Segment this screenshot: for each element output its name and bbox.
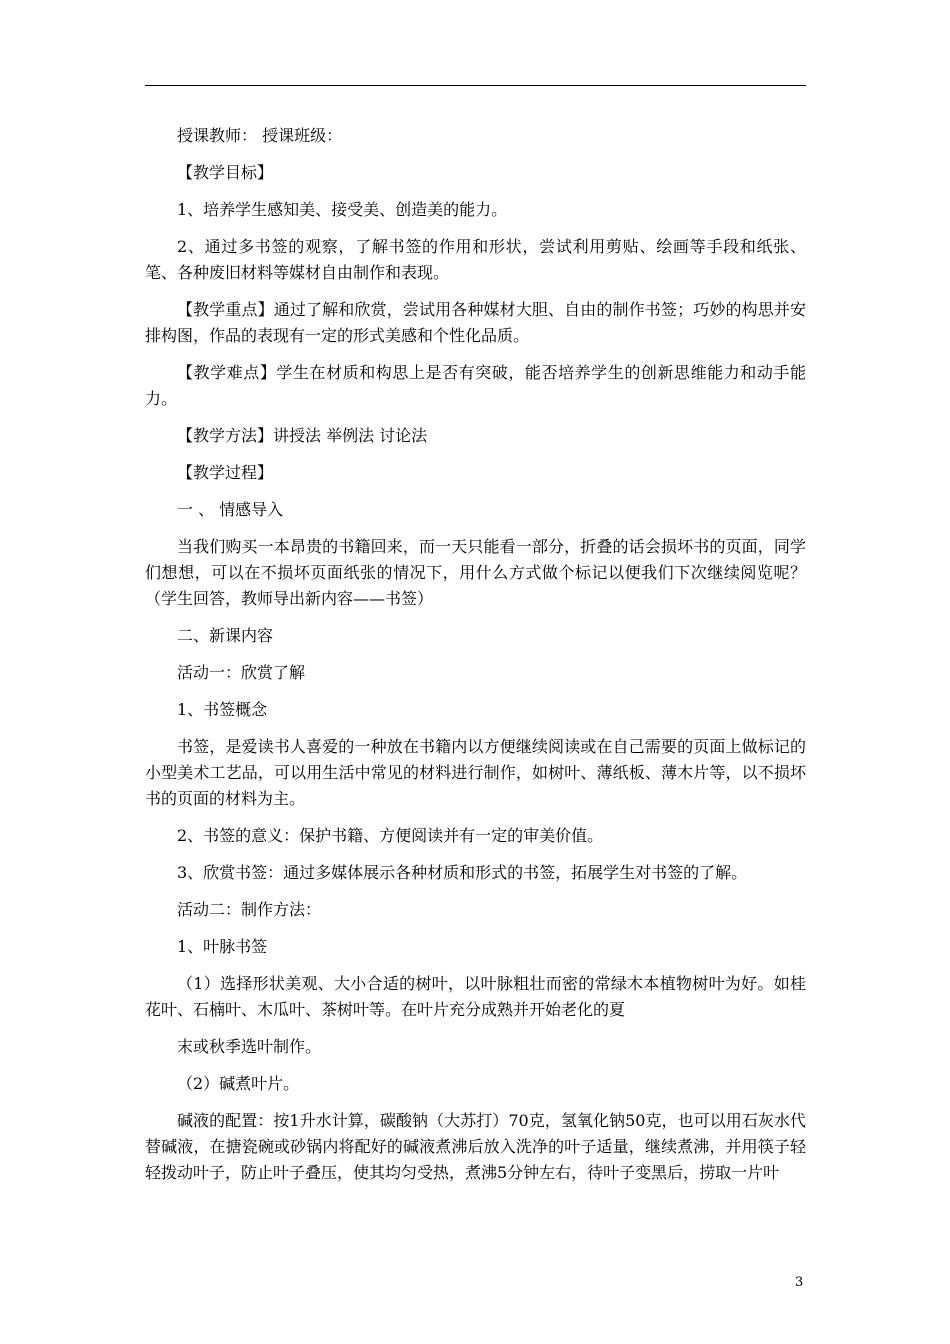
alkali-solution-body: 碱液的配置：按1升水计算，碳酸钠（大苏打）70克，氢氧化钠50克，也可以用石灰水代替碱液，在搪瓷碗或砂锅内将配好的碱液煮沸后放入洗净的叶子适量，继续煮沸，并用筷子轻轻拨动叶子，防止叶子叠压，使其均匀受热，煮沸5分钟左右，待叶子变黑后，捞取一片叶 bbox=[145, 1111, 806, 1182]
teaching-focus: 【教学重点】通过了解和欣赏，尝试用各种媒材大胆、自由的制作书签；巧妙的构思并安排构图，作品的表现有一定的形式美感和个性化品质。 bbox=[145, 300, 806, 345]
objective-2: 2、通过多书签的观察，了解书签的作用和形状，尝试利用剪贴、绘画等手段和纸张、笔、各种废旧材料等媒材自由制作和表现。 bbox=[145, 237, 806, 282]
leaf-selection-step-continued: 末或秋季选叶制作。 bbox=[177, 1037, 322, 1056]
bookmark-concept-heading: 1、书签概念 bbox=[177, 700, 268, 719]
leaf-selection-step: （1）选择形状美观、大小合适的树叶，以叶脉粗壮而密的常绿木本植物树叶为好。如桂花叶、石楠叶、木瓜叶、茶树叶等。在叶片充分成熟并开始老化的夏 bbox=[145, 974, 806, 1019]
teaching-difficulty: 【教学难点】学生在材质和构思上是否有突破，能否培养学生的创新思维能力和动手能力。 bbox=[145, 363, 806, 408]
document-body bbox=[145, 123, 806, 1197]
bookmark-concept-body: 书签，是爱读书人喜爱的一种放在书籍内以方便继续阅读或在自己需要的页面上做标记的小型美术工艺品，可以用生活中常见的材料进行制作，如树叶、薄纸板、薄木片等，以不损坏书的页面的材料为主。 bbox=[145, 737, 806, 808]
section-heading-objectives: 【教学目标】 bbox=[177, 163, 274, 182]
alkali-boil-step: （2）碱煮叶片。 bbox=[177, 1074, 300, 1093]
page-number: 3 bbox=[795, 1275, 804, 1290]
bookmark-meaning: 2、书签的意义：保护书籍、方便阅读并有一定的审美价值。 bbox=[177, 826, 604, 845]
section-heading-process: 【教学过程】 bbox=[177, 463, 274, 482]
header-rule bbox=[145, 85, 806, 86]
teacher-class-line: 授课教师： 授课班级： bbox=[177, 126, 343, 145]
activity-2-heading: 活动二：制作方法： bbox=[177, 900, 322, 919]
objective-1: 1、培养学生感知美、接受美、创造美的能力。 bbox=[177, 200, 508, 219]
bookmark-appreciation: 3、欣赏书签：通过多媒体展示各种材质和形式的书签，拓展学生对书签的了解。 bbox=[177, 863, 748, 882]
step-1-heading: 一 、 情感导入 bbox=[177, 500, 284, 519]
leaf-vein-bookmark-heading: 1、叶脉书签 bbox=[177, 937, 268, 956]
teaching-methods: 【教学方法】讲授法 举例法 讨论法 bbox=[177, 426, 428, 445]
step-2-heading: 二、新课内容 bbox=[177, 626, 274, 645]
step-1-body: 当我们购买一本昂贵的书籍回来，而一天只能看一部分，折叠的话会损坏书的页面，同学们想想，可以在不损坏页面纸张的情况下，用什么方式做个标记以便我们下次继续阅览呢？（学生回答，教师导出新内容——书签） bbox=[145, 537, 806, 608]
activity-1-heading: 活动一：欣赏了解 bbox=[177, 663, 306, 682]
